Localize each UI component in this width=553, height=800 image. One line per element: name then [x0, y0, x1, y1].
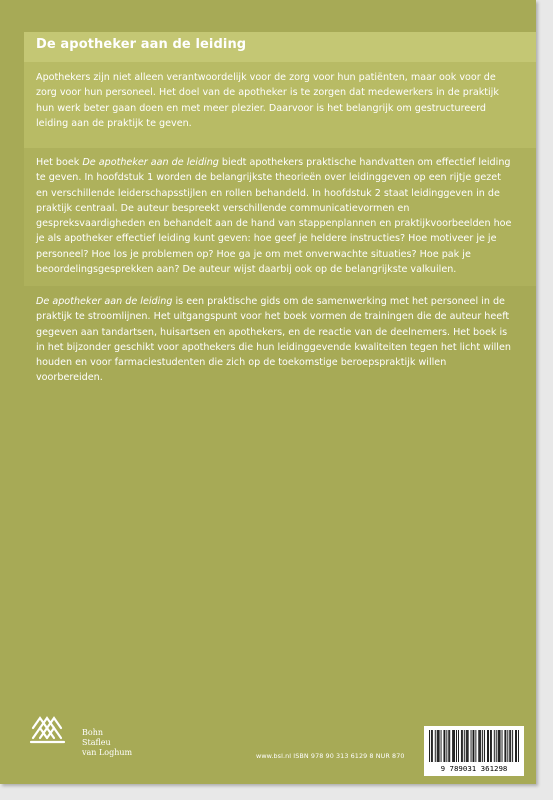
text-segment: biedt apothekers praktische handvatten om effectief leiding te geven. In hoofdstuk 1 worden de belangrijkste theorieën over leidinggeven op een rijtje gezet en verschillende leiderschapsstijlen en rollen behandeld. In hoofdstuk 2 staat leidinggeven in de praktijk centraal. De auteur bespreekt verschillende communicatievormen en gespreksvaardigheden en behandelt aan de hand van stappenplannen en praktijkvoorbeelden hoe je als apotheker effectief leiding kunt geven: hoe geef je heldere instructies? Hoe motiveer je je personeel? Hoe los je problemen op? Hoe ga je om met onverwachte situaties? Hoe pak je beoordelingsgesprekken aan? De auteur wijst daarbij ook op de belangrijkste valkuilen. [36, 157, 512, 276]
paragraph-intro [36, 70, 514, 131]
publisher-line: Bohn [82, 728, 103, 737]
barcode-bar [488, 730, 489, 762]
isbn-info-line: www.bsl.nl ISBN 978 90 313 6129 8 NUR 870 [256, 752, 405, 760]
barcode-bar [500, 730, 501, 762]
barcode-bar [507, 730, 508, 762]
publisher-name [82, 728, 132, 758]
italic-book-title: De apotheker aan de leiding [36, 296, 173, 307]
barcode-bar [438, 730, 439, 762]
paragraph-audience [36, 294, 514, 386]
book-title: De apotheker aan de leiding [36, 37, 247, 52]
barcode-bar [466, 730, 467, 762]
barcode-bar [448, 730, 449, 762]
barcode-bar [441, 730, 442, 762]
barcode-bar [474, 730, 475, 762]
barcode-bar [494, 730, 495, 762]
barcode-bar [454, 730, 455, 762]
publisher-line: Stafleu [82, 738, 111, 747]
barcode-bar [479, 730, 480, 762]
barcode-bar [444, 730, 445, 762]
barcode-bar [480, 730, 481, 762]
barcode-bar [439, 730, 440, 762]
barcode-number: 9 789031 361298 [440, 764, 508, 773]
barcode-bar [429, 730, 430, 762]
barcode-bar [432, 730, 433, 762]
barcode-bars [429, 730, 519, 764]
barcode-bar [461, 730, 462, 762]
barcode-bar [516, 730, 517, 762]
barcode [424, 726, 524, 776]
barcode-bar [467, 730, 468, 762]
text-segment: Apothekers zijn niet alleen verantwoordelijk voor de zorg voor hun patiënten, maar ook voor de zorg voor hun personeel. Het doel van de apotheker is te zorgen dat medewerkers in de praktijk hun werk beter gaan doen en met meer plezier. Daarvoor is het belangrijk om gestructureerd leiding aan de praktijk te geven. [36, 72, 499, 129]
barcode-bar [449, 730, 450, 762]
barcode-bar [510, 730, 511, 762]
barcode-bar [471, 730, 472, 762]
barcode-bar [515, 730, 516, 762]
barcode-bar [505, 730, 506, 762]
barcode-bar [487, 730, 488, 762]
barcode-bar [484, 730, 485, 762]
barcode-bar [482, 730, 483, 762]
barcode-bar [496, 730, 497, 762]
barcode-bar [464, 730, 465, 762]
barcode-bar [452, 730, 453, 762]
barcode-bar [437, 730, 438, 762]
barcode-bar [509, 730, 510, 762]
bsl-logo-icon [28, 698, 68, 746]
barcode-bar [518, 730, 519, 762]
barcode-bar [512, 730, 513, 762]
barcode-bar [456, 730, 457, 762]
barcode-bar [431, 730, 432, 762]
barcode-bar [499, 730, 500, 762]
barcode-bar [478, 730, 479, 762]
barcode-bar [462, 730, 463, 762]
barcode-bar [498, 730, 499, 762]
text-segment: Het boek [36, 157, 83, 168]
barcode-bar [502, 730, 503, 762]
barcode-bar [490, 730, 491, 762]
barcode-bar [458, 730, 459, 762]
text-segment: is een praktische gids om de samenwerking met het personeel in de praktijk te stroomlijnen. Het uitgangspunt voor het boek vormen de trainingen die de auteur heeft gegeven aan tandartsen, huisartsen en apothekers, en de reactie van de deelnemers. Het boek is in het bijzonder geschikt voor apothekers die hun leidinggevende kwaliteiten tegen het licht willen houden en voor farmaciestudenten die zich op de toekomstige beroepspraktijk willen voorbereiden. [36, 296, 511, 384]
barcode-bar [444, 730, 445, 762]
paragraph-content [36, 155, 514, 277]
barcode-bar [491, 730, 492, 762]
publisher-line: van Loghum [82, 748, 133, 757]
barcode-bar [473, 730, 474, 762]
barcode-bar [453, 730, 454, 762]
barcode-bar [468, 730, 469, 762]
barcode-bar [504, 730, 505, 762]
barcode-bar [446, 730, 447, 762]
italic-book-title: De apotheker aan de leiding [82, 157, 219, 168]
barcode-bar [435, 730, 436, 762]
barcode-bar [475, 730, 476, 762]
